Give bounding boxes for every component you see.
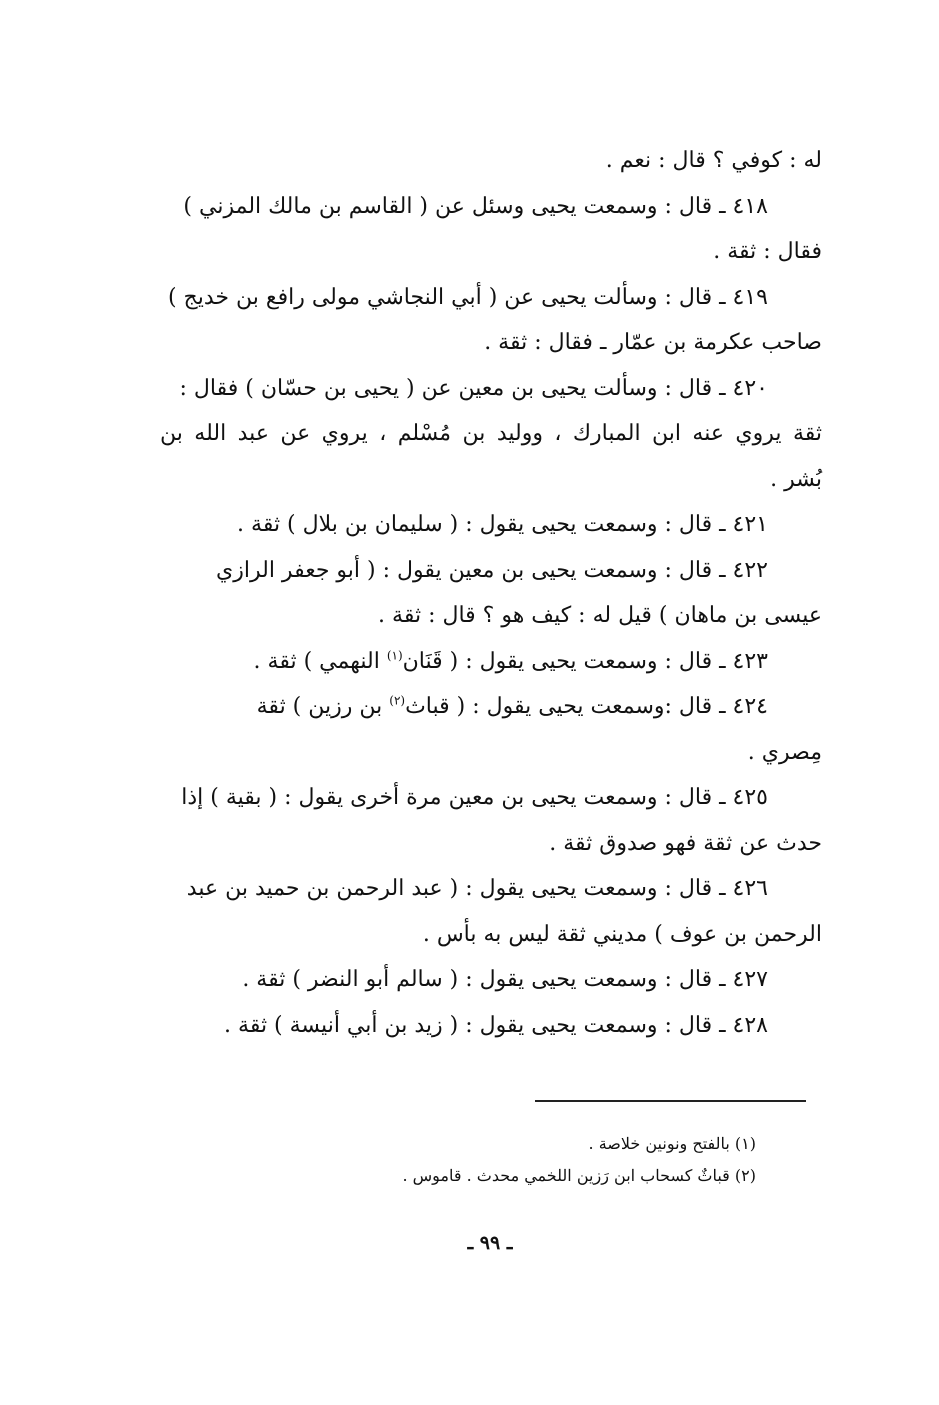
footnote-ref-2: (٢) xyxy=(389,693,406,708)
entry-419-line-2: صاحب عكرمة بن عمّار ـ فقال : ثقة . xyxy=(484,330,822,355)
entry-425-line-1: ٤٢٥ ـ قال : وسمعت يحيى بن معين مرة أخرى يقول : ( بقية ) إذا xyxy=(181,785,768,810)
entry-423-line-1 xyxy=(160,639,822,685)
entry-420-line-2: ثقة يروي عنه ابن المبارك ، ووليد بن مُسْلم ، يروي عن عبد الله بن xyxy=(160,421,822,446)
entry-424-text-b: بن رزين ) ثقة xyxy=(256,694,383,719)
footnotes xyxy=(300,1128,756,1192)
footnote-1: (١) بالفتح ونونين خلاصة . xyxy=(588,1134,756,1153)
entry-423-text-a: ٤٢٣ ـ قال : وسمعت يحيى يقول : ( قَنَان xyxy=(402,648,768,674)
text-line: له : كوفي ؟ قال : نعم . xyxy=(605,148,822,173)
entry-428-line-1: ٤٢٨ ـ قال : وسمعت يحيى يقول : ( زيد بن أبي أنيسة ) ثقة . xyxy=(224,1012,768,1038)
entry-426-line-1: ٤٢٦ ـ قال : وسمعت يحيى يقول : ( عبد الرحمن بن حميد بن عبد xyxy=(186,876,768,901)
entry-427-line-1: ٤٢٧ ـ قال : وسمعت يحيى يقول : ( سالم أبو النضر ) ثقة . xyxy=(242,967,768,992)
footnote-ref-1: (١) xyxy=(386,648,403,663)
entry-420-line-1: ٤٢٠ ـ قال : وسألت يحيى بن معين عن ( يحيى بن حسّان ) فقال : xyxy=(179,375,768,401)
entry-424-line-2: مِصري . xyxy=(747,739,822,765)
entry-422-line-2: عيسى بن ماهان ) قيل له : كيف هو ؟ قال : ثقة . xyxy=(378,603,822,628)
entry-420-line-3: بُشر . xyxy=(770,466,822,492)
entry-425-line-2: حدث عن ثقة فهو صدوق ثقة . xyxy=(549,830,822,856)
footnote-2: (٢) قباثٌ كسحاب ابن رَزين اللخمي محدث . قاموس . xyxy=(402,1166,756,1185)
entry-419-line-1: ٤١٩ ـ قال : وسألت يحيى عن ( أبي النجاشي مولى رافع بن خديج ) xyxy=(167,284,768,310)
page-number: ـ ٩٩ ـ xyxy=(467,1232,513,1254)
entry-418-line-2: فقال : ثقة . xyxy=(713,239,822,264)
entry-424-text-a: ٤٢٤ ـ قال :وسمعت يحيى يقول : ( قباث xyxy=(405,694,768,719)
footnote-divider xyxy=(535,1100,806,1102)
main-text xyxy=(160,138,822,1048)
entry-418-line-1: ٤١٨ ـ قال : وسمعت يحيى وسئل عن ( القاسم بن مالك المزني ) xyxy=(183,193,768,219)
entry-424-line-1 xyxy=(160,684,822,730)
entry-426-line-2: الرحمن بن عوف ) مديني ثقة ليس به بأس . xyxy=(422,921,822,947)
entry-421-line-1: ٤٢١ ـ قال : وسمعت يحيى يقول : ( سليمان بن بلال ) ثقة . xyxy=(237,512,768,537)
entry-423-text-b: النهمي ) ثقة . xyxy=(253,648,380,674)
entry-422-line-1: ٤٢٢ ـ قال : وسمعت يحيى بن معين يقول : ( أبو جعفر الرازي xyxy=(216,557,768,583)
